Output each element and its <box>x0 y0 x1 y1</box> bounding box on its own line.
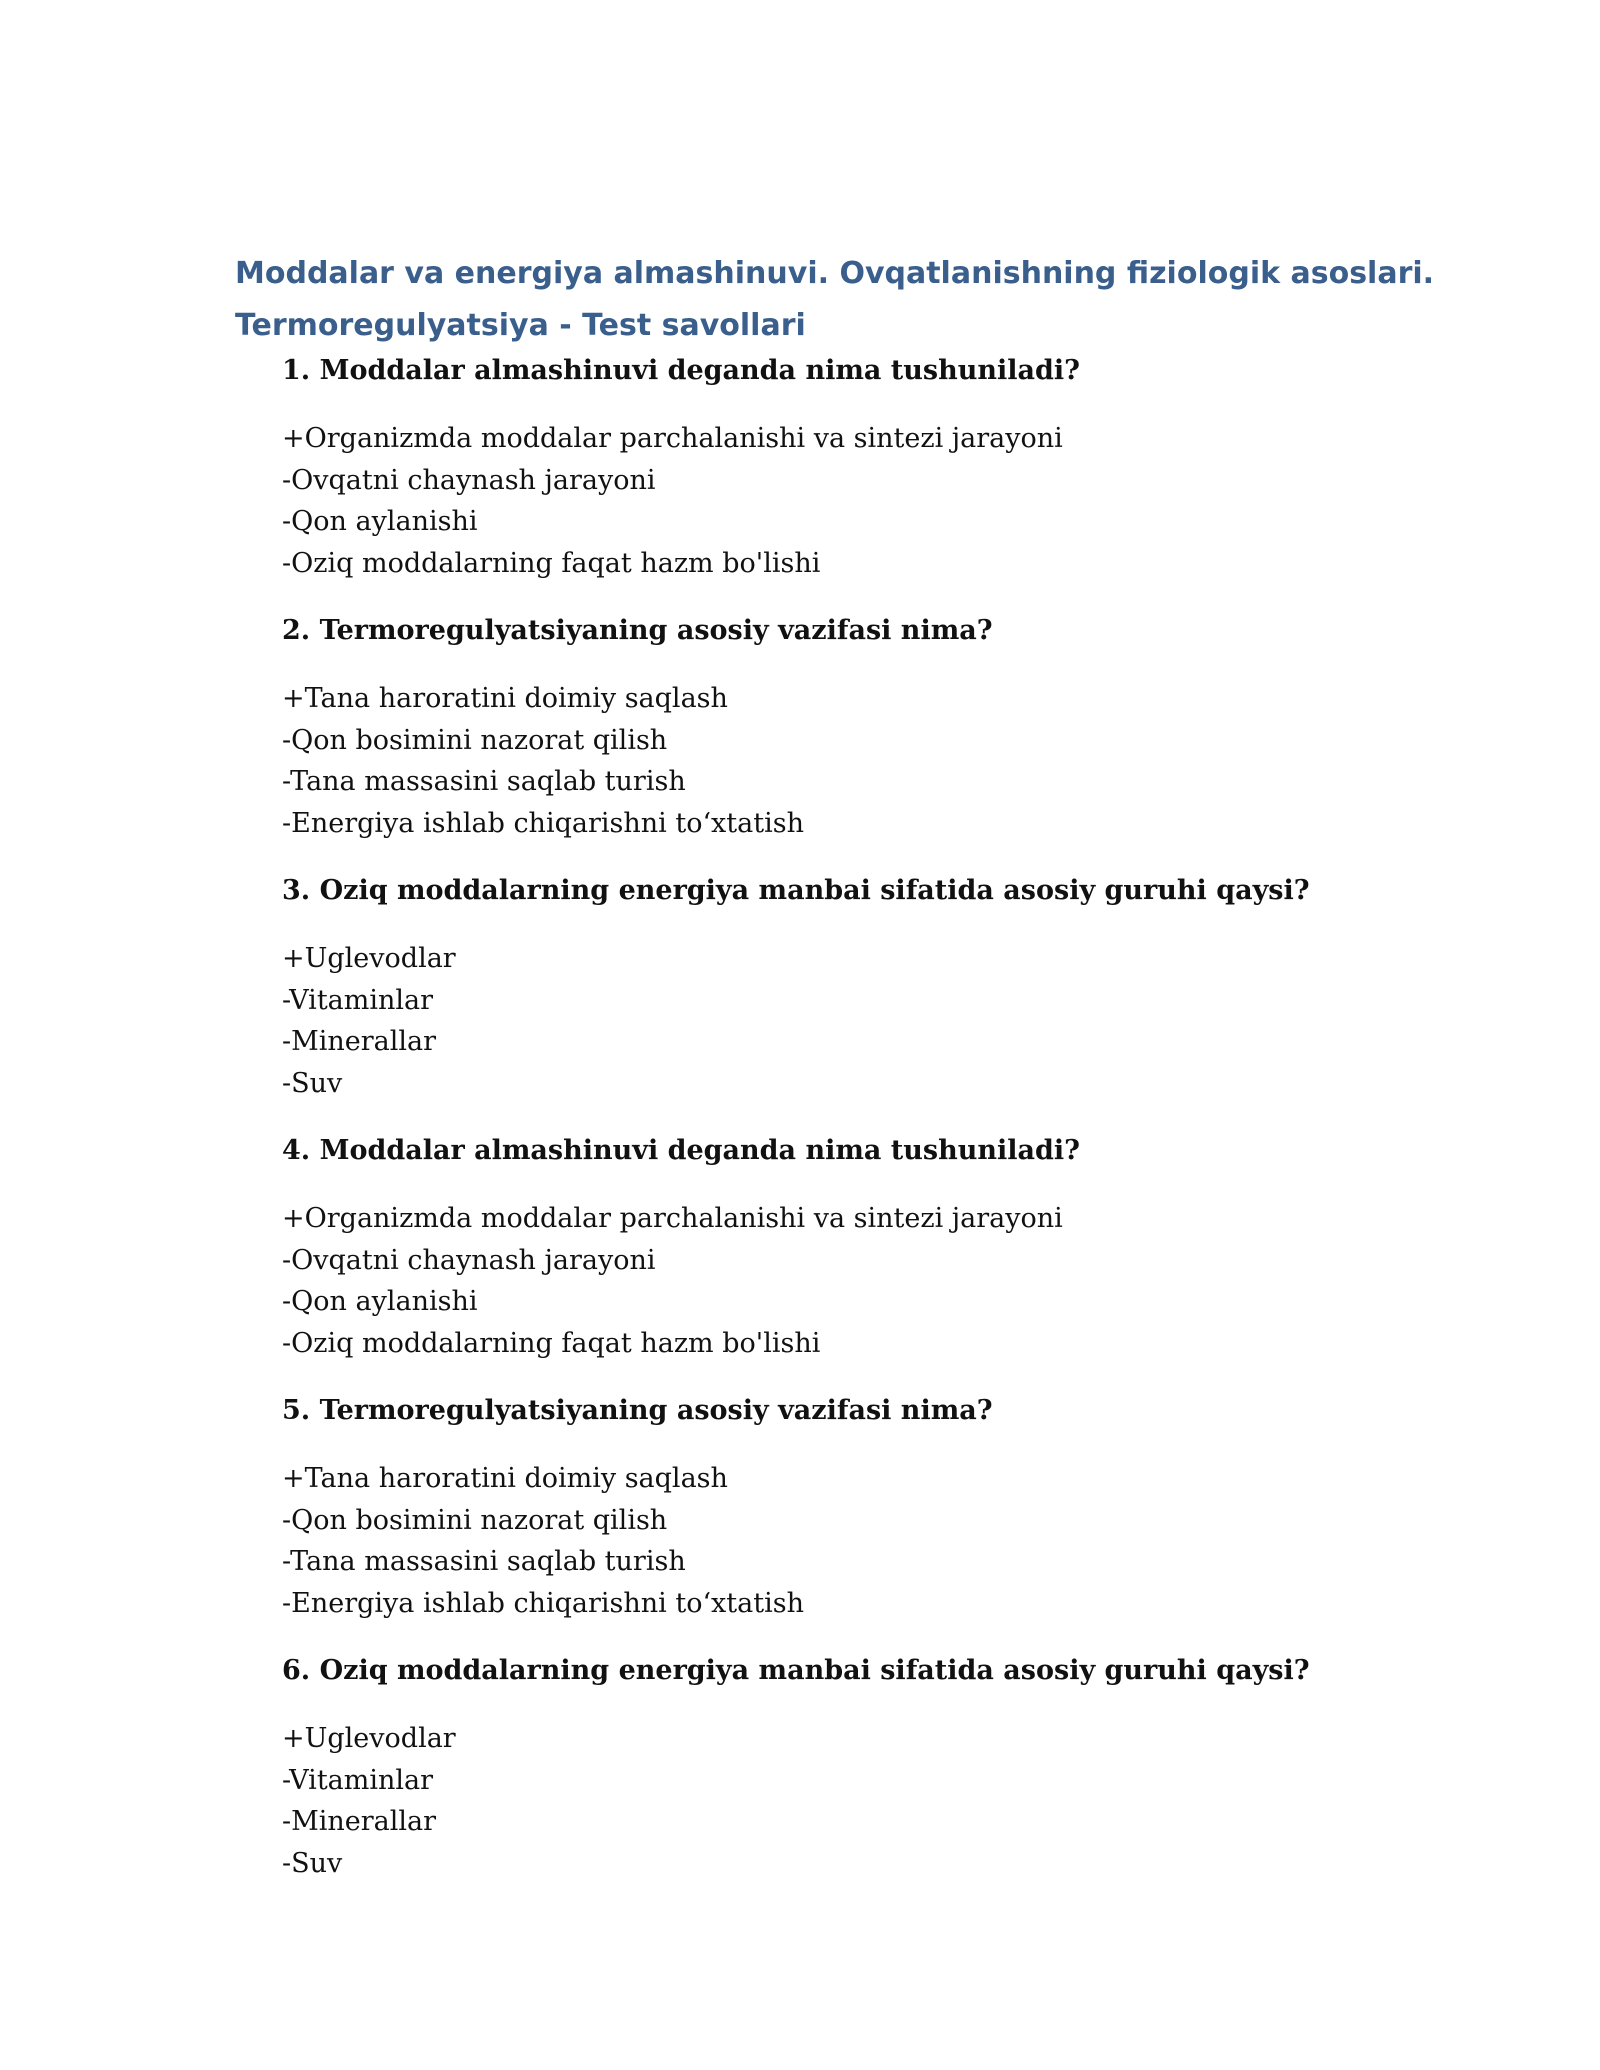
option: -Qon bosimini nazorat qilish <box>282 724 668 756</box>
option: -Qon aylanishi <box>282 506 478 537</box>
option-correct: +Organizmda moddalar parchalanishi va sintezi jarayoni <box>282 1203 1063 1234</box>
question-text: 1. Moddalar almashinuvi deganda nima tushuniladi? <box>282 355 1080 386</box>
option-correct: +Uglevodlar <box>282 943 456 974</box>
question-text: 4. Moddalar almashinuvi deganda nima tushuniladi? <box>282 1135 1080 1166</box>
option-correct: +Uglevodlar <box>282 1723 456 1754</box>
question-block <box>282 1650 1482 1910</box>
option: -Suv <box>282 1847 343 1879</box>
option: -Vitaminlar <box>282 984 434 1016</box>
option: -Qon aylanishi <box>282 1286 478 1317</box>
option-list <box>282 1198 1482 1364</box>
question-block <box>282 1130 1482 1390</box>
question-block <box>282 350 1482 610</box>
option: -Qon bosimini nazorat qilish <box>282 1504 668 1536</box>
option: -Suv <box>282 1067 343 1099</box>
option-list <box>282 418 1482 584</box>
option: -Oziq moddalarning faqat hazm bo'lishi <box>282 1327 821 1359</box>
question-text: 2. Termoregulyatsiyaning asosiy vazifasi nima? <box>282 615 993 646</box>
option: -Tana massasini saqlab turish <box>282 1546 686 1577</box>
document-title <box>235 248 1435 352</box>
question-text: 3. Oziq moddalarning energiya manbai sifatida asosiy guruhi qaysi? <box>282 875 1310 906</box>
option-list <box>282 1718 1482 1884</box>
option: -Minerallar <box>282 1026 437 1057</box>
option: -Minerallar <box>282 1806 437 1837</box>
option: -Ovqatni chaynash jarayoni <box>282 1244 656 1276</box>
option-correct: +Tana haroratini doimiy saqlash <box>282 1463 728 1494</box>
question-block <box>282 870 1482 1130</box>
option: -Ovqatni chaynash jarayoni <box>282 464 656 496</box>
option: -Tana massasini saqlab turish <box>282 766 686 797</box>
option: -Vitaminlar <box>282 1764 434 1796</box>
option-list <box>282 938 1482 1104</box>
option-list <box>282 1458 1482 1624</box>
question-block <box>282 1390 1482 1650</box>
question-list <box>282 350 1482 1910</box>
option: -Energiya ishlab chiqarishni to‘xtatish <box>282 1587 804 1619</box>
option: -Energiya ishlab chiqarishni to‘xtatish <box>282 807 804 839</box>
title-line-2: Termoregulyatsiya - Test savollari <box>235 308 806 343</box>
option-correct: +Organizmda moddalar parchalanishi va sintezi jarayoni <box>282 423 1063 454</box>
option-correct: +Tana haroratini doimiy saqlash <box>282 683 728 714</box>
title-line-1: Moddalar va energiya almashinuvi. Ovqatlanishning fiziologik asoslari. <box>235 256 1435 291</box>
question-text: 6. Oziq moddalarning energiya manbai sifatida asosiy guruhi qaysi? <box>282 1655 1310 1686</box>
question-block <box>282 610 1482 870</box>
question-text: 5. Termoregulyatsiyaning asosiy vazifasi nima? <box>282 1395 993 1426</box>
option: -Oziq moddalarning faqat hazm bo'lishi <box>282 547 821 579</box>
option-list <box>282 678 1482 844</box>
